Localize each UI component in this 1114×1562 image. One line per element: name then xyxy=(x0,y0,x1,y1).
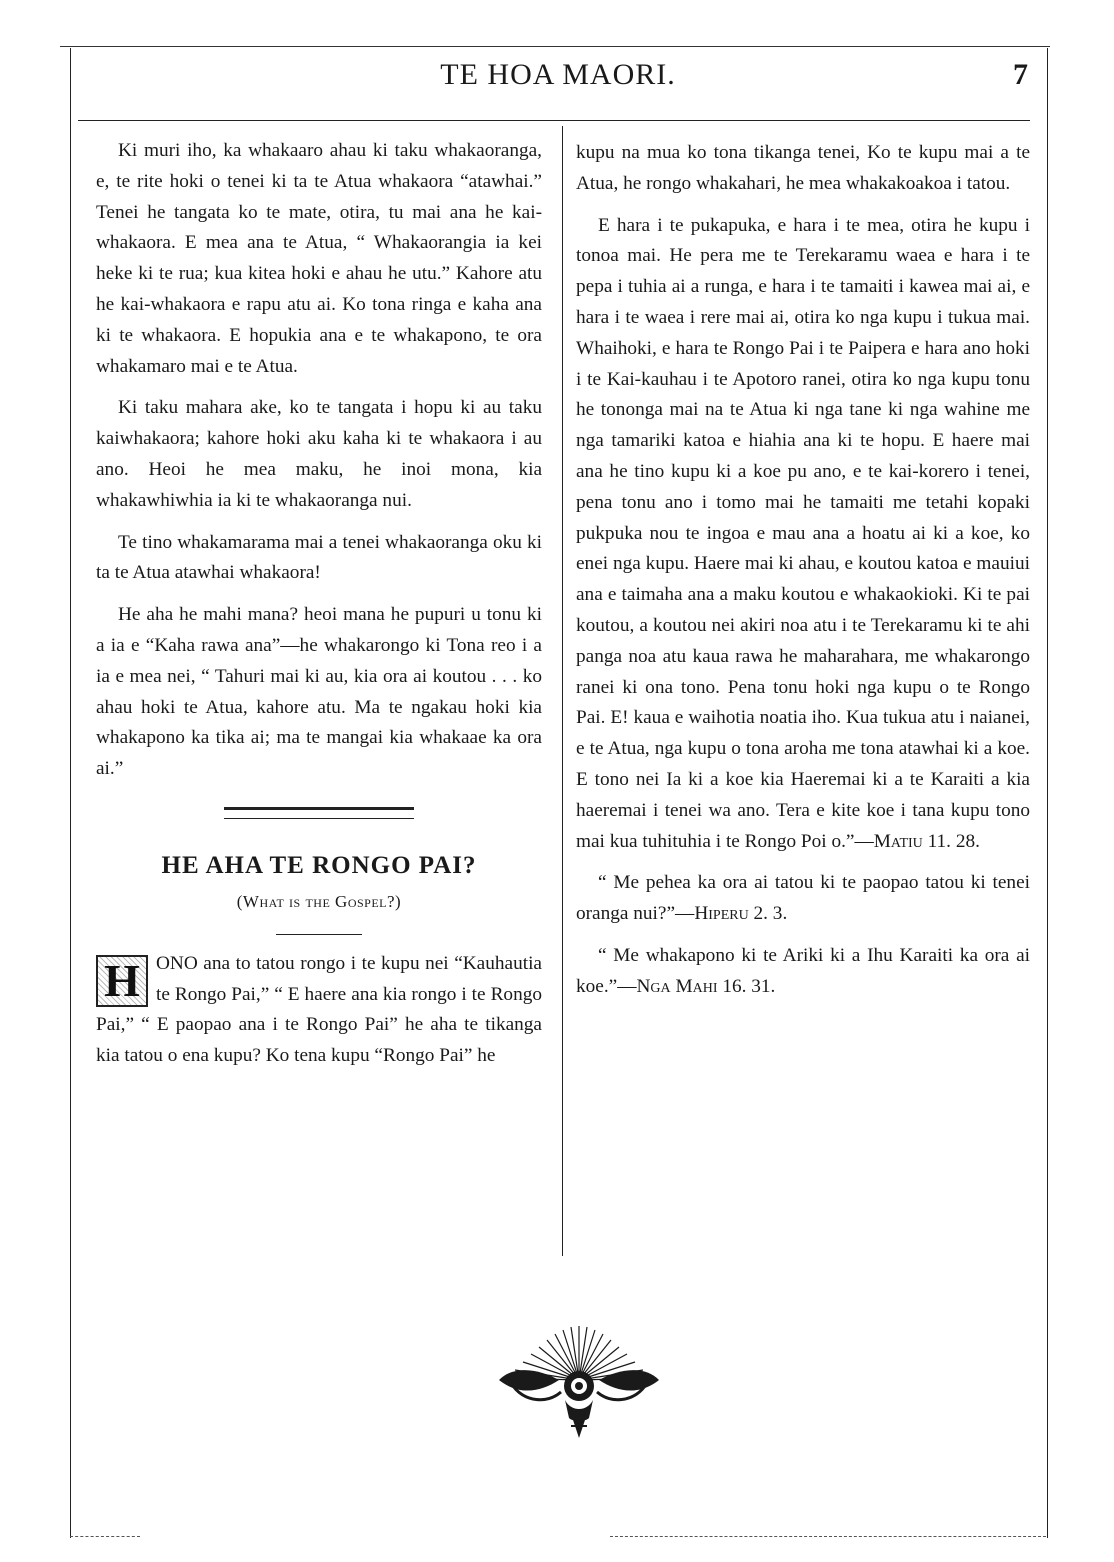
header-rule xyxy=(78,120,1030,121)
scripture-quote xyxy=(576,941,1030,1003)
bottom-border-rule-right xyxy=(610,1536,1046,1537)
dropcap-letter: H xyxy=(96,955,148,1007)
section-title: HE AHA TE RONGO PAI? xyxy=(161,851,477,879)
sunburst-fleuron-icon xyxy=(495,1322,663,1440)
page-number: 7 xyxy=(1013,58,1028,91)
section-separator-short-rule xyxy=(276,934,362,935)
running-head xyxy=(70,58,1046,104)
journal-title: TE HOA MAORI. xyxy=(440,58,676,91)
column-divider xyxy=(562,126,563,1256)
section-separator-double-rule xyxy=(224,807,414,819)
paragraph: Te tino whakamarama mai a tenei whakaoranga oku ki ta te Atua atawhai whakaora! xyxy=(96,531,542,584)
paragraph: He aha he mahi mana? heoi mana he pupuri u tonu ki a ia e “Kaha rawa ana”—he whakarongo ki Tona reo i a ia e mea nei, “ Tahuri mai ki au, kia ora ai koutou . . . ko ahau hoki te Atua, kahore atu. Ma te ngakau hoki kia whakapono ka tika ai; ma te mangai kia whakaae ka ora ai.” xyxy=(96,604,542,780)
dropcap-paragraph-text: ONO ana to tatou rongo i te kupu nei “Kauhautia te Rongo Pai,” “ E haere ana kia rongo i te Rongo Pai,” “ E paopao ana i te Rongo Pai” he aha te tikanga kia tatou o ena kupu? Ko tena kupu “Rongo Pai” he xyxy=(96,952,542,1067)
paragraph: Ki taku mahara ake, ko te tangata i hopu ki au taku kaiwhakaora; kahore hoki aku kaha ki te whakaora i au ano. Heoi he mea maku, he inoi mona, kia whakawhiwhia ia ki te whakaoranga nui. xyxy=(96,397,542,511)
quote-text: “ Me whakapono ki te Ariki ki a Ihu Karaiti ka ora ai koe.”— xyxy=(576,944,1030,997)
paragraph-text: E hara i te pukapuka, e hara i te mea, otira he kupu i tonoa mai. He pera me te Terekaramu waea e hara i te pepa i tuhia ai a runga, e hara i te tamaiti i kawea mai ai, e hara i te waea i rere mai ai, otira ko nga kupu i tukua mai. Whaihoki, e hara te Rongo Pai i te Paipera e hara ano hoki i te Kai-kauhau i te Apotoro ranei, otira ko nga kupu tonu he tononga mai na te Atua ki nga tane ki nga wahine me nga tamariki katoa e hiahia ana ki te hopu. E haere mai ana he tino kupu ki a koe pu ano, e te kai-korero i tenei, pena tonu ano i tomo mai he tamaiti me tetahi kopaki pukpuka nou te ingoa e mau ana a hoatu ai ki a koe, ko enei nga kupu. Haere mai ki ahau, e koutou katoa e mauiui ana e taimaha ana a maku koutou e whakaokioki. Ki te pai koutou, a koutou nei akiri noa atu i te Terekaramu ki te ahi panga noa atu kaua rawa he maharahara, me whakarongo ranei ki ona tono. Pena tonu hoki nga kupu o te Rongo Pai. E! kaua e waihotia noatia iho. Kua tukua atu i naianei, e te Atua, nga kupu o tona aroha me tona atawhai ki a koe. E tono nei Ia ki a koe kia Haeremai ki a te Karaiti a kia haeremai i tenei wa ano. Tera e kite koe i tana kupu tono mai kua tuhituhia i te Rongo Poi o.”— xyxy=(576,214,1030,852)
scripture-reference: Matiu 11. 28. xyxy=(873,830,980,852)
right-column xyxy=(576,138,1030,1014)
quote-text: “ Me pehea ka ora ai tatou ki te paopao tatou ki tenei oranga nui?”— xyxy=(576,872,1030,925)
paragraph: Ki muri iho, ka whakaaro ahau ki taku whakaoranga, e, te rite hoki o tenei ki ta te Atua whakaora “atawhai.” Tenei he tangata ko te mate, otira, tu mai ana he kai-whakaora. E mea ana te Atua, “ Whakaorangia ia kei heke ki te rua; kua kitea hoki e ahau he utu.” Kahore atu he kai-whakaora e rapu atu ai. Ko tona ringa e kaha ana ki te whakaora. E hopukia ana e te whakapono, te ora whakamaro mai e te Atua. xyxy=(96,140,542,377)
continuation-paragraph: kupu na mua ko tona tikanga tenei, Ko te kupu mai a te Atua, he rongo whakahari, he mea whakakoakoa i tatou. xyxy=(576,142,1030,194)
dropcap-paragraph xyxy=(96,949,542,1072)
scripture-reference: Nga Mahi 16. 31. xyxy=(636,975,776,997)
top-border-rule xyxy=(60,46,1050,47)
scripture-quote xyxy=(576,868,1030,930)
scripture-reference: Hiperu 2. 3. xyxy=(694,903,788,925)
left-column xyxy=(96,136,542,1083)
bottom-border-rule-left xyxy=(70,1536,140,1537)
paragraph xyxy=(576,211,1030,858)
section-subtitle: (What is the Gospel?) xyxy=(236,891,402,911)
